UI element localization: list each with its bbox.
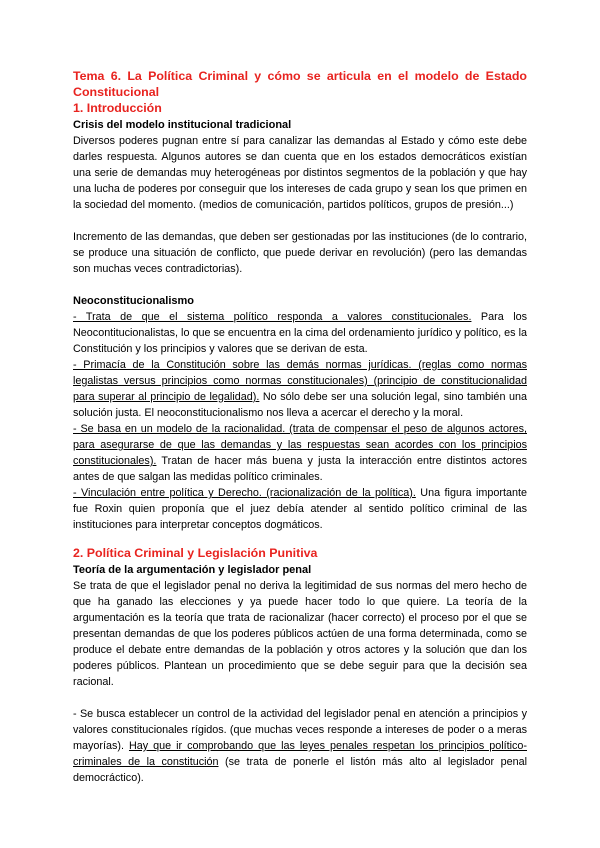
paragraph-argumentacion-1: Se trata de que el legislador penal no deriva la legitimidad de sus normas del mero hecho de que ha ganado las elecciones y ya puede hacer todo lo que quiere. La teoría de la argumentación es la teoría que trata de racionalizar (hacer correcto) el proceso por el que se presentan demandas de que los poderes públicos actúen de una forma determinada, como se produce el debate entre demandas de la población y otros actores y la solución que dan los poderes públicos. Plantean un procedimiento que se debe seguir para que la decisión sea racional. <box>73 580 527 688</box>
underlined-text: Hay que ir comprobando que las leyes penales respetan los principios político-criminales de la constitución <box>73 740 528 768</box>
underlined-text: - Se basa en un modelo de la racionalidad. (trata de compensar el peso de algunos actores, para asegurarse de que las demandas y las respuestas sean acordes con los principios constitucionales). <box>73 423 527 467</box>
document-title: Tema 6. La Política Criminal y cómo se articula en el modelo de Estado Constitucional <box>73 69 527 99</box>
paragraph-argumentacion-2 <box>73 706 527 786</box>
section-2-heading: 2. Política Criminal y Legislación Punitiva <box>73 546 318 560</box>
spacer <box>73 690 527 706</box>
plain-text: Tratan de hacer más buena y justa la interacción entre distintos actores antes de que salgan las medidas político criminales. <box>73 455 527 483</box>
spacer <box>73 213 527 229</box>
spacer <box>73 277 527 293</box>
plain-text: - Se busca establecer un control de la actividad del legislador penal en atención a principios y valores constitucionales rígidos. (que muchas veces responde a intereses de poder o a meras mayorías). <box>73 708 527 752</box>
plain-text: Para los Neocontitucionalistas, lo que se encuentra en la cima del ordenamiento jurídico y político, es la Constitución y los principios y valores que se derivan de esta. <box>73 311 528 355</box>
plain-text: Una figura importante fue Roxin quien proponía que el juez debía atender al sentido político criminal de las instituciones para interpretar conceptos dogmáticos. <box>73 487 528 531</box>
subsection-argumentacion-heading: Teoría de la argumentación y legislador penal <box>73 564 312 576</box>
bullet-valores-constitucionales <box>73 309 527 357</box>
paragraph-crisis-2: Incremento de las demandas, que deben ser gestionadas por las instituciones (de lo contrario, se produce una situación de conflicto, que puede derivar en revolución) (pero las demandas son muchas veces contradictorias). <box>73 231 527 275</box>
bullet-primacia-constitucion <box>73 357 527 421</box>
underlined-text: - Trata de que el sistema político responda a valores constitucionales. <box>73 311 472 323</box>
plain-text: No sólo debe ser una solución legal, sino también una solución justa. El neoconstitucionalismo nos lleva a acercar el derecho y la moral. <box>73 391 527 419</box>
spacer <box>73 533 527 545</box>
section-1-heading: 1. Introducción <box>73 101 162 115</box>
bullet-politica-derecho <box>73 485 527 533</box>
paragraph-crisis-1: Diversos poderes pugnan entre sí para canalizar las demandas al Estado y cómo este debe darles respuesta. Algunos autores se dan cuenta que en los estados democráticos existían una serie de demandas muy heterogéneas por distintos segmentos de la población y que hay una lucha de poderes por conseguir que los intereses de cada grupo y sean los que primen en la sociedad del momento. (medios de comunicación, partidos políticos, grupos de presión...) <box>73 135 527 211</box>
bullet-racionalidad <box>73 421 527 485</box>
underlined-text: - Primacía de la Constitución sobre las demás normas jurídicas. (reglas como normas legalistas versus principios como normas constitucionales) (principio de constitucionalidad para superar al principio de legalidad). <box>73 359 527 403</box>
subsection-neoconstitucionalismo-heading: Neoconstitucionalismo <box>73 295 195 307</box>
plain-text: (se trata de ponerle el listón más alto al legislador penal democráctico). <box>73 756 528 784</box>
underlined-text: - Vinculación entre política y Derecho. (racionalización de la política). <box>73 487 416 499</box>
subsection-crisis-heading: Crisis del modelo institucional tradicional <box>73 119 292 131</box>
